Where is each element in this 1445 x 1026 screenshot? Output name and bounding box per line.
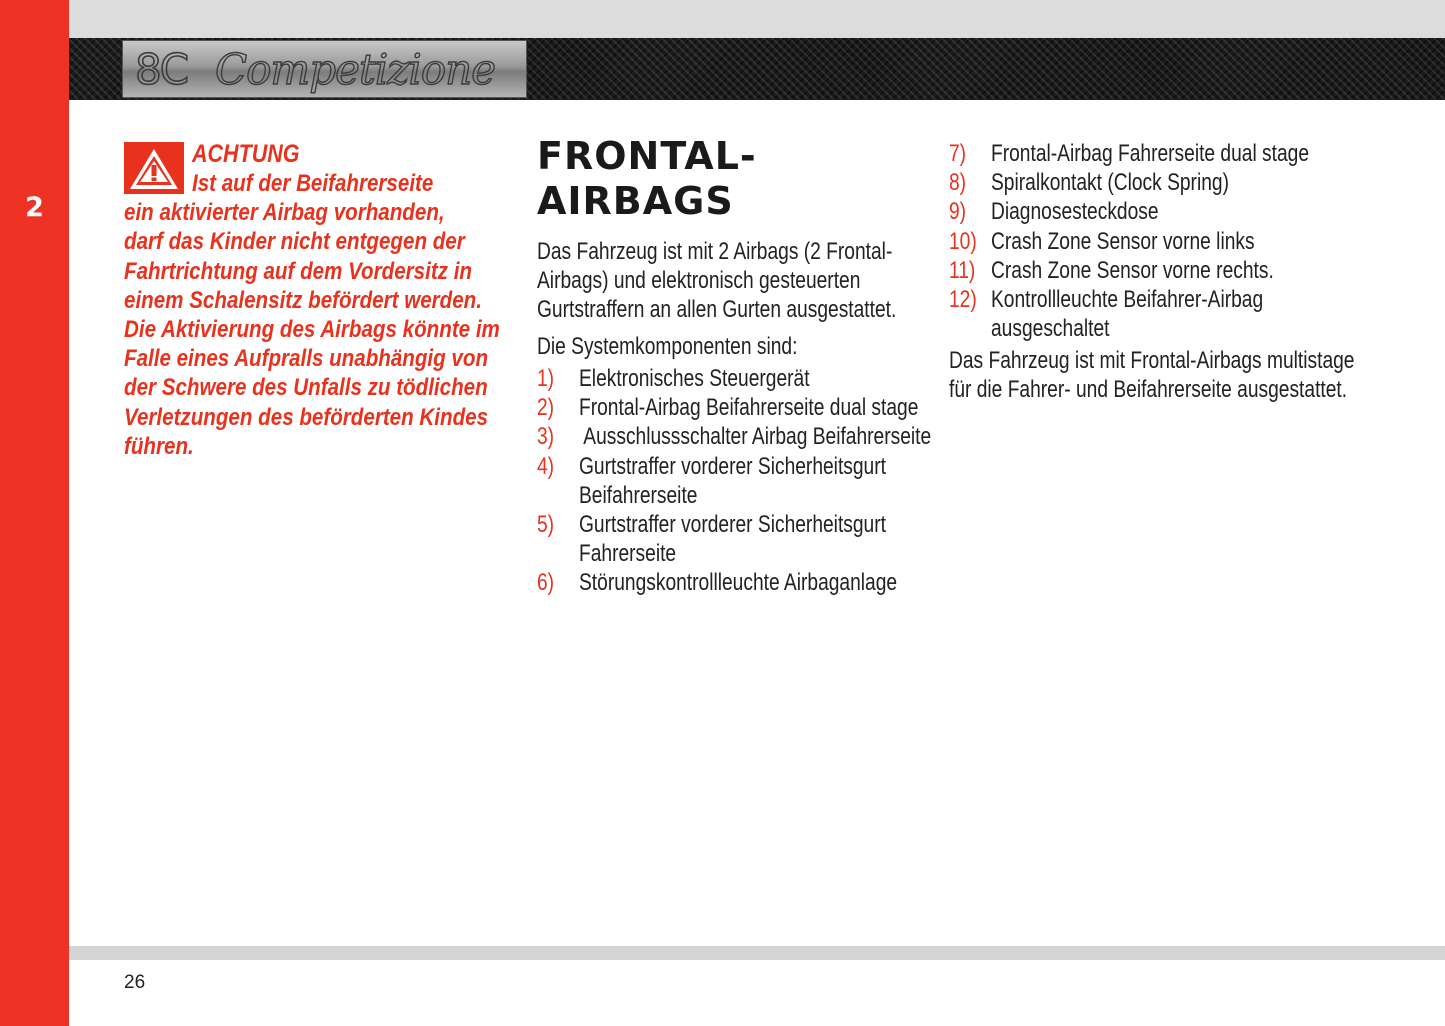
item-text: Crash Zone Sensor vorne links [991,227,1255,255]
list-item [949,168,1389,197]
warning-line: führen. [124,432,194,460]
item-number: 12) [949,286,977,314]
section-title-line: FRONTAL- [537,134,757,178]
item-number: 1) [537,365,555,392]
components-label-text: Die Systemkomponenten sind: [537,333,798,360]
item-text: Frontal-Airbag Fahrerseite dual stage [991,140,1310,167]
warning-line: Falle eines Aufpralls unabhängig von [124,345,489,373]
item-text: Crash Zone Sensor vorne rechts. [991,256,1274,284]
logo-plate [122,40,527,98]
item-text: Beifahrerseite [579,481,698,509]
item-text: Frontal-Airbag Beifahrerseite dual stage [579,394,919,422]
item-number: 9) [949,198,967,226]
list-item [537,452,1019,510]
list-item [949,256,1389,285]
warning-line: darf das Kinder nicht entgegen der [124,228,465,256]
item-text: Diagnosesteckdose [991,198,1159,226]
intro-line: Gurtstraffern an allen Gurten ausgestattet. [537,296,897,324]
item-number: 8) [949,169,967,197]
item-number: 6) [537,569,555,597]
item-text: ausgeschaltet [991,315,1110,343]
intro-line: Airbags) und elektronisch gesteuerten [537,267,861,295]
item-text: Gurtstraffer vorderer Sicherheitsgurt [579,452,886,480]
logo-script: Competizione [215,45,496,94]
warning-line: Fahrtrichtung auf dem Vordersitz in [124,257,472,285]
list-item [949,227,1389,256]
list-item [537,568,1019,597]
top-grey-band [69,0,1445,38]
components-list-right [949,139,1389,343]
list-item [537,422,1019,451]
outro-line: Das Fahrzeug ist mit Frontal-Airbags multistage [949,347,1355,374]
item-number: 7) [949,140,967,167]
item-text: Gurtstraffer vorderer Sicherheitsgurt [579,511,886,539]
warning-line: Verletzungen des beförderten Kindes [124,403,489,431]
item-number: 5) [537,511,555,539]
bottom-grey-band [69,946,1445,960]
warning-line: ein aktivierter Airbag vorhanden, [124,199,445,227]
item-number: 11) [949,256,976,284]
logo-mark: 8C [135,45,188,94]
item-text: Fahrerseite [579,540,677,568]
item-number: 4) [537,452,555,480]
list-item [537,393,1019,422]
item-text: Ausschlussschalter Airbag Beifahrerseite [579,423,932,451]
intro-line: Das Fahrzeug ist mit 2 Airbags (2 Frontal- [537,238,893,265]
item-text: Elektronisches Steuergerät [579,365,810,392]
item-text: Spiralkontakt (Clock Spring) [991,169,1229,197]
outro-line: für die Fahrer- und Beifahrerseite ausgestattet. [949,376,1348,404]
item-number: 3) [537,423,555,451]
chapter-number: 2 [25,192,44,223]
item-number: 10) [949,227,977,255]
warning-text [124,169,564,461]
list-item [949,285,1389,343]
list-item [537,510,1019,568]
section-title-line: AIRBAGS [537,179,734,223]
list-item [537,364,1019,393]
list-item [949,139,1389,168]
warning-line: Die Aktivierung des Airbags könnte im [124,316,500,344]
warning-title: ACHTUNG [192,140,300,168]
list-item [949,197,1389,226]
item-number: 2) [537,394,555,422]
warning-line: der Schwere des Unfalls zu tödlichen [124,374,488,402]
warning-line: Ist auf der Beifahrerseite [192,170,434,197]
components-label [537,332,863,361]
outro-paragraph [949,346,1445,404]
intro-paragraph [537,237,986,325]
chapter-side-tab [0,0,69,1026]
components-list-left [537,364,1019,598]
item-text: Störungskontrollleuchte Airbaganlage [579,569,898,597]
page-number: 26 [124,972,146,993]
warning-line: einem Schalensitz befördert werden. [124,286,482,314]
section-title [537,134,757,224]
item-text: Kontrollleuchte Beifahrer-Airbag [991,286,1264,314]
